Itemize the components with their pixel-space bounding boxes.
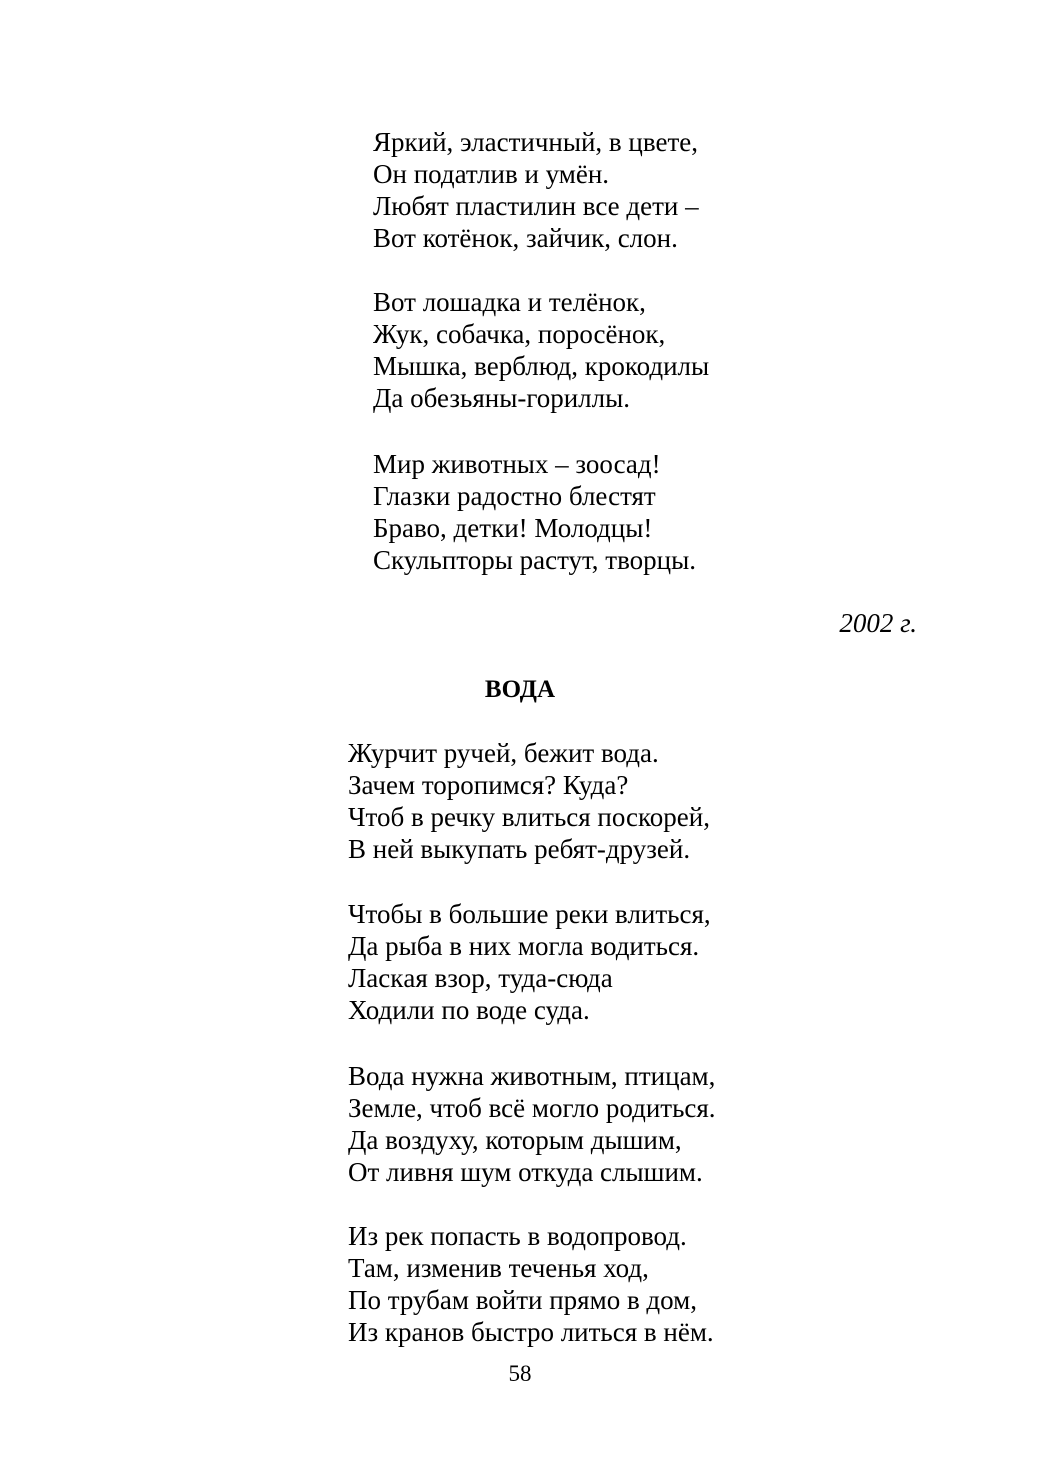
poem-line: Вода нужна животным, птицам,: [348, 1061, 716, 1091]
poem2-stanza-2: [348, 898, 711, 1026]
poem1-stanza-3: [373, 448, 696, 576]
poem2-title: ВОДА: [484, 676, 556, 703]
poem-line: Да рыба в них могла водиться.: [348, 931, 700, 961]
poem-line: Скульпторы растут, творцы.: [373, 545, 697, 575]
poem-line: Зачем торопимся? Куда?: [348, 770, 629, 800]
poem-line: Мир животных – зоосад!: [373, 449, 661, 479]
poem-line: Да воздуху, которым дышим,: [348, 1125, 682, 1155]
poem-line: От ливня шум откуда слышим.: [348, 1157, 703, 1187]
poem1-stanza-2: [373, 286, 709, 414]
poem-line: Там, изменив теченья ход,: [348, 1253, 649, 1283]
poem-line: Ласкaя взор, туда-сюда: [348, 963, 613, 993]
poem-line: Из рек попасть в водопровод.: [348, 1221, 687, 1251]
poem-line: По трубам войти прямо в дом,: [348, 1285, 697, 1315]
poem-line: Яркий, эластичный, в цвете,: [373, 127, 698, 157]
poem-line: Земле, чтоб всё могло родиться.: [348, 1093, 716, 1123]
poem-line: Чтоб в речку влиться поскорей,: [348, 802, 710, 832]
poem-line: Любят пластилин все дети –: [373, 191, 699, 221]
poem-line: Вот лошадка и телёнок,: [373, 287, 646, 317]
poem-line: Ходили по воде суда.: [348, 995, 590, 1025]
poem-line: В ней выкупать ребят-друзей.: [348, 834, 691, 864]
poem-line: Он податлив и умён.: [373, 159, 610, 189]
poem1-date: 2002 г.: [839, 608, 917, 638]
poem-line: Журчит ручей, бежит вода.: [348, 738, 659, 768]
poem-line: Глазки радостно блестят: [373, 481, 656, 511]
poem-line: Мышка, верблюд, крокодилы: [373, 351, 710, 381]
poem-line: Жук, собачка, поросёнок,: [373, 319, 666, 349]
poem-line: Вот котёнок, зайчик, слон.: [373, 223, 678, 253]
page-number: 58: [508, 1361, 532, 1386]
poem2-stanza-3: [348, 1060, 716, 1188]
poem-line: Чтобы в большие реки влиться,: [348, 899, 711, 929]
poem-line: Браво, детки! Молодцы!: [373, 513, 653, 543]
poem1-stanza-1: [373, 126, 699, 254]
poem2-stanza-1: [348, 737, 710, 865]
poem2-stanza-4: [348, 1220, 714, 1348]
poem-line: Да обезьяны-гориллы.: [373, 383, 631, 413]
poem-line: Из кранов быстро литься в нём.: [348, 1317, 714, 1347]
